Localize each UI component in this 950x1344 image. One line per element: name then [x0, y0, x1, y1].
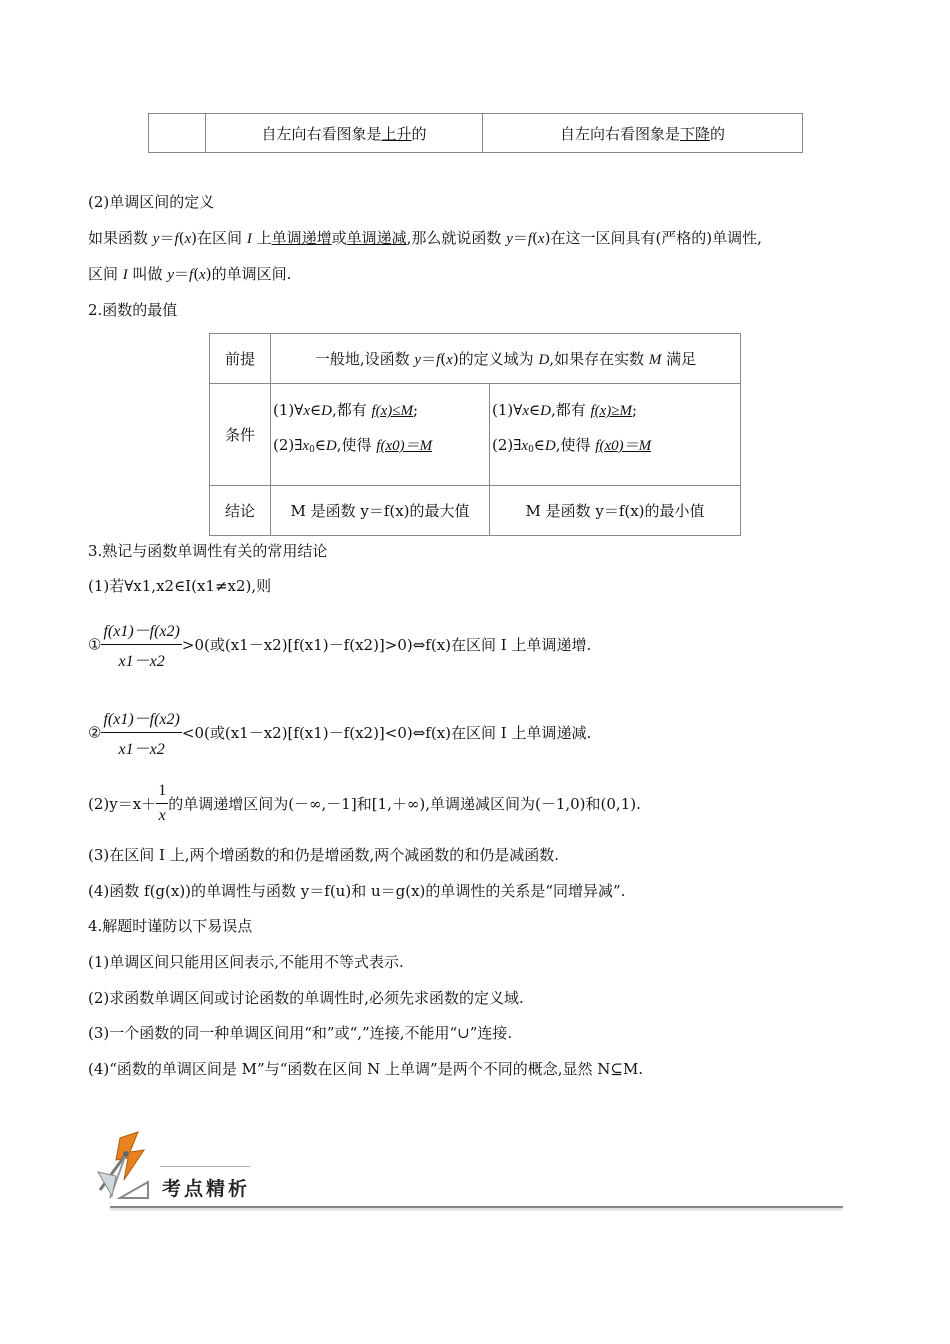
text-fragment: 的定义域为 [458, 350, 539, 368]
monotonic-table [148, 113, 803, 153]
sec3-p2 [88, 782, 641, 825]
text-fragment: ,使得 [336, 436, 377, 454]
rise-underlined: 上升 [381, 124, 412, 143]
premise-cell: 一般地,设函数 y＝f(x)的定义域为 D,如果存在实数 M 满足 [271, 334, 741, 384]
min-condition-underlined: f(x)≥M [590, 403, 633, 419]
fall-text: 自左向右看图象是 [559, 124, 680, 143]
sec3-heading: 3.熟记与函数单调性有关的常用结论 [88, 542, 328, 560]
p2-start: (2)y＝x＋ [88, 795, 157, 813]
text-fragment: ; [413, 401, 419, 419]
text-fragment: (1)∀ [273, 401, 304, 419]
text-fragment: ∈ [314, 436, 326, 454]
underlined-increasing: 单调递增 [271, 229, 332, 247]
text-fragment: ,使得 [555, 436, 596, 454]
rise-text: 自左向右看图象是 [261, 124, 382, 143]
text-fragment: 在这一区间具有(严格的)单调性, [550, 229, 762, 247]
text-fragment: ∈ [533, 436, 545, 454]
sec2-heading: 2.函数的最值 [88, 301, 178, 319]
decreasing-rest: <0(或(x1－x2)[f(x1)－f(x2)]<0)⇔f(x)在区间 I 上单调递减. [181, 724, 592, 742]
fraction-numerator: f(x1)－f(x2) [101, 618, 181, 645]
sec4-heading: 4.解题时谨防以下易误点 [88, 917, 253, 935]
sec4-p3: (3)一个函数的同一种单调区间用“和”或“,”连接,不能用“∪”连接. [88, 1024, 513, 1042]
circled-two: ② [88, 723, 102, 742]
fraction-denominator: x1－x2 [118, 653, 165, 670]
banner-top-rule [160, 1166, 250, 1167]
text-fragment: 或 [331, 229, 347, 247]
extremum-table [209, 333, 741, 536]
fraction-numerator: 1 [156, 782, 168, 804]
text-fragment: (1)∀ [492, 401, 523, 419]
fraction-numerator: f(x1)－f(x2) [101, 706, 181, 733]
banner-title: 考点精析 [162, 1178, 251, 1200]
reciprocal-fraction [156, 782, 168, 825]
banner-bottom-rule [110, 1206, 843, 1208]
min-exists-underlined: f(x0)＝M [595, 438, 652, 454]
monotonic-table-fall-cell [483, 114, 803, 153]
conclusion-decreasing [88, 706, 591, 759]
section-banner [90, 1130, 850, 1215]
text-fragment: 在区间 [197, 229, 247, 247]
text-fragment: ,都有 [331, 401, 372, 419]
fraction-denominator: x [158, 807, 166, 824]
text-fragment: ; [632, 401, 638, 419]
text-fragment: ∈ [528, 401, 541, 419]
max-exists-underlined: f(x0)＝M [376, 438, 433, 454]
text-fragment: ,那么就说函数 [406, 229, 507, 247]
conclusion-max: M 是函数 y＝f(x)的最大值 [271, 486, 490, 536]
sec4-p4: (4)“函数的单调区间是 M”与“函数在区间 N 上单调”是两个不同的概念,显然 N⊆M. [88, 1060, 644, 1078]
condition-max-cell: (1)∀x∈D,都有 f(x)≤M; $(2)\exists x_0\in D$,使得 f(x0)＝M [271, 384, 490, 486]
circled-one: ① [88, 635, 102, 654]
p2-rest: 的单调递增区间为(－∞,－1]和[1,＋∞),单调递减区间为(－1,0)和(0,1). [168, 795, 641, 813]
monotonic-table-rise-cell [206, 114, 483, 153]
sec1-2-heading: (2)单调区间的定义 [88, 193, 215, 211]
sec3-p3: (3)在区间 I 上,两个增函数的和仍是增函数,两个减函数的和仍是减函数. [88, 846, 560, 864]
sec4-p2: (2)求函数单调区间或讨论函数的单调性时,必须先求函数的定义域. [88, 989, 524, 1007]
max-condition-underlined: f(x)≤M [371, 403, 414, 419]
sec1-2-definition-line2: 区间 I 叫做 y＝f(x)的单调区间. [88, 265, 292, 283]
difference-quotient-fraction [101, 618, 181, 671]
text-fragment: ∈ [309, 401, 322, 419]
condition-min-cell: (1)∀x∈D,都有 f(x)≥M; $(2)\exists x_0\in D$,使得 f(x0)＝M [490, 384, 741, 486]
text-fragment: (2)∃ [492, 436, 522, 454]
increasing-rest: >0(或(x1－x2)[f(x1)－f(x2)]>0)⇔f(x)在区间 I 上单调递增. [181, 636, 592, 654]
difference-quotient-fraction [101, 706, 181, 759]
text-fragment: 如果函数 [88, 229, 153, 247]
sec3-p1: (1)若∀x1,x2∈I(x1≠x2),则 [88, 577, 272, 595]
text-fragment: 叫做 [127, 265, 168, 283]
fall-end: 的 [710, 124, 726, 143]
underlined-decreasing: 单调递减 [346, 229, 407, 247]
fraction-denominator: x1－x2 [118, 741, 165, 758]
premise-label: 前提 [210, 334, 271, 384]
text-fragment: 一般地,设函数 [314, 350, 415, 368]
sec1-2-definition-line1: 如果函数 y＝f(x)在区间 I 上单调递增或单调递减,那么就说函数 y＝f(x)在这一区间具有(严格的)单调性, [88, 229, 762, 247]
drafting-tools-icon [90, 1130, 165, 1205]
rise-end: 的 [411, 124, 427, 143]
text-fragment: 满足 [661, 350, 697, 368]
text-fragment: 区间 [88, 265, 123, 283]
sec3-p4: (4)函数 f(g(x))的单调性与函数 y＝f(u)和 u＝g(x)的单调性的关系是“同增异减”. [88, 882, 626, 900]
conclusion-increasing [88, 618, 591, 671]
conclusion-label: 结论 [210, 486, 271, 536]
fall-underlined: 下降 [679, 124, 710, 143]
text-fragment: (2)∃ [273, 436, 303, 454]
text-fragment: ,如果存在实数 [549, 350, 649, 368]
monotonic-table-blank-cell [149, 114, 206, 153]
text-fragment: 的单调区间. [211, 265, 292, 283]
text-fragment: ,都有 [550, 401, 591, 419]
condition-label: 条件 [210, 384, 271, 486]
text-fragment: 上 [251, 229, 272, 247]
conclusion-min: M 是函数 y＝f(x)的最小值 [490, 486, 741, 536]
sec4-p1: (1)单调区间只能用区间表示,不能用不等式表示. [88, 953, 404, 971]
